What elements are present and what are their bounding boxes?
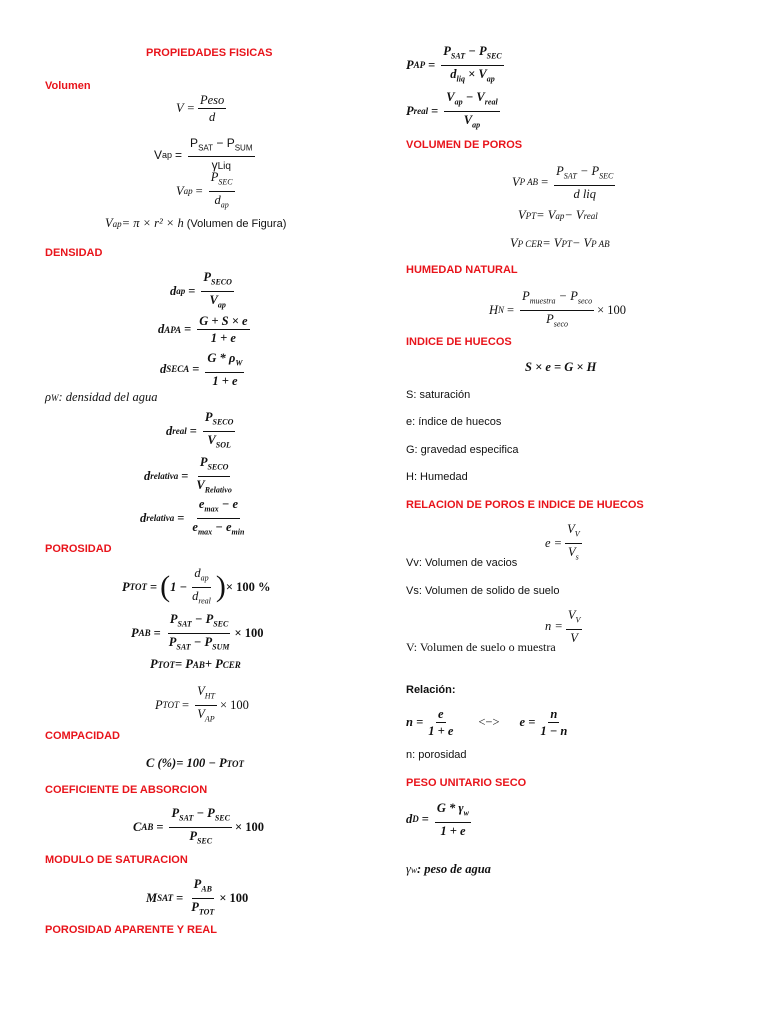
formula-vpcer: V P CER = V PT − V P AB (510, 236, 610, 250)
formula-sege: S × e = G × H (525, 360, 597, 374)
formula-e-vv-vs: e = $\frac{V_V}{V_s}$ (545, 522, 580, 561)
formula-compacidad: C (%) = 100 − P TOT (146, 756, 245, 770)
formula-n-e-relacion: n = $\frac{e}{1 + e}$ <−> e = $\frac{n}{1 - n}$ (406, 707, 568, 738)
formula-vap-figura: V ap = π × r² × h (Volumen de Figura) (105, 216, 287, 230)
heading-relacion-poros: RELACION DE POROS E INDICE DE HUECOS (406, 499, 644, 511)
legend-v: V: Volumen de suelo o muestra (406, 640, 556, 654)
formula-drelativa: d relativa = $\frac{P_{SECO}}{V_{Relativo}}$ (144, 455, 232, 494)
formula-ptot-sum: P TOT = P AB + P CER (150, 657, 241, 671)
formula-pab: P AB = $\frac{P_{SAT} - P_{SEC}}{P_{SAT} - P_{SUM}}$ × 100 (131, 612, 264, 651)
formula-ptot: P TOT = ( 1 − $\frac{d_{ap}}{d_{real}}$ ) × 100 % (122, 566, 271, 605)
heading-saturacion: MODULO DE SATURACION (45, 854, 188, 866)
legend-vs: Vs: Volumen de solido de suelo (406, 585, 560, 597)
heading-volumen: Volumen (45, 80, 91, 92)
formula-vpab: V P AB = $\frac{P_{SAT} - P_{SEC}}{\text{d liq}}$ (512, 164, 614, 201)
formula-vap-sec: V ap = $\frac{P_{SEC}}{d_{ap}}$ (176, 170, 233, 209)
legend-e: e: índice de huecos (406, 416, 502, 428)
heading-densidad: DENSIDAD (45, 247, 103, 259)
formula-cab: C AB = $\frac{P_{SAT} - P_{SEC}}{P_{SEC}}$ × 100 (133, 806, 264, 845)
formula-vap-liq: V ap = $\frac{P_{SAT} - P_{SUM}}{\text{γLiq}}$ (154, 136, 253, 173)
heading-humedad: HUMEDAD NATURAL (406, 264, 518, 276)
heading-volumen-poros: VOLUMEN DE POROS (406, 139, 523, 151)
formula-dreal: d real = $\frac{P_{SECO}}{V_{SOL}}$ (166, 410, 234, 449)
formula-dseca: d SECA = $\frac{G * \rho_W}{1 + e}$ (160, 351, 243, 388)
formula-preal: P real = $\frac{V_{ap} - V_{real}}{V_{ap}}$ (406, 90, 498, 129)
heading-indice-huecos: INDICE DE HUECOS (406, 336, 512, 348)
legend-n: n: porosidad (406, 749, 467, 761)
formula-pap: P AP = $\frac{P_{SAT} - P_{SEC}}{d_{liq} \times V_{ap}}$ (406, 44, 502, 83)
formula-dd: d D = $\frac{G * \gamma_w}{1 + e}$ (406, 801, 469, 838)
formula-dap: d ap = $\frac{P_{SECO}}{V_{ap}}$ (170, 270, 232, 309)
note-densidad-agua: ρ W : densidad del agua (45, 390, 158, 404)
formula-v-peso: V = $\frac{\text{Peso}}{d}$ (176, 93, 225, 124)
heading-porosidad-aparente: POROSIDAD APARENTE Y REAL (45, 924, 217, 936)
page-title: PROPIEDADES FISICAS (146, 47, 273, 59)
heading-porosidad: POROSIDAD (45, 543, 112, 555)
note-peso-agua: γ w : peso de agua (406, 862, 491, 876)
formula-n-vv-v: n = $\frac{V_V}{V}$ (545, 608, 581, 645)
formula-hn: H N = $\frac{P_{muestra} - P_{seco}}{P_{seco}}$ × 100 (489, 289, 627, 328)
formula-drelativa-e: d relativa = $\frac{e_{max} - e}{e_{max} - e_{min}}$ (140, 497, 245, 536)
legend-vv: Vv: Volumen de vacios (406, 557, 518, 569)
legend-g: G: gravedad especifica (406, 444, 519, 456)
relacion-label: Relación: (406, 684, 456, 696)
heading-compacidad: COMPACIDAD (45, 730, 120, 742)
formula-vpt: V PT = V ap − V real (518, 208, 598, 222)
formula-dapa: d APA = $\frac{G + S \times e}{1 + e}$ (158, 314, 248, 345)
legend-h: H: Humedad (406, 471, 468, 483)
heading-absorcion: COEFICIENTE DE ABSORCION (45, 784, 208, 796)
formula-ptot-vht: P TOT = $\frac{V_{HT}}{V_{AP}}$ × 100 (155, 684, 249, 723)
heading-peso-seco: PESO UNITARIO SECO (406, 777, 527, 789)
formula-msat: M SAT = $\frac{P_{AB}}{P_{TOT}}$ × 100 (146, 877, 249, 916)
legend-s: S: saturación (406, 389, 471, 401)
